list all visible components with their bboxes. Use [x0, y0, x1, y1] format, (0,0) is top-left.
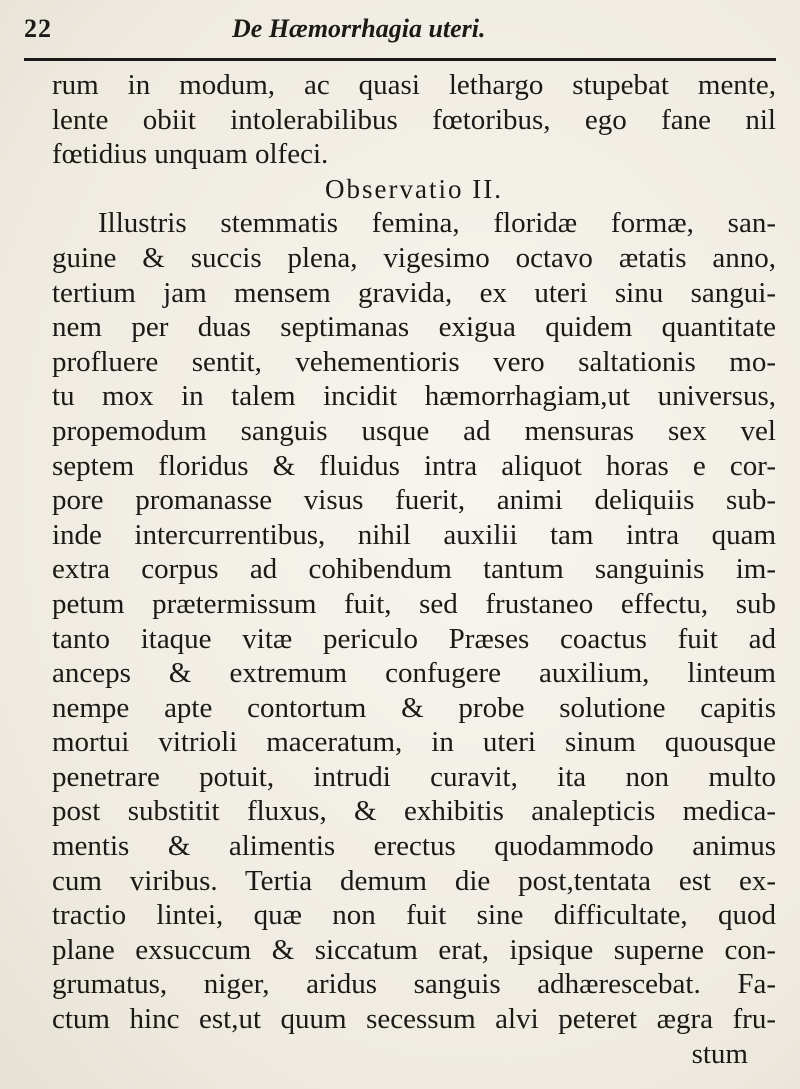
text-line: mortui vitrioli maceratum, in uteri sinum quousque	[52, 726, 776, 759]
text-line: septem floridus & fluidus intra aliquot horas e cor-	[52, 449, 776, 482]
text-line: guine & succis plena, vigesimo octavo ætatis anno,	[52, 241, 776, 274]
text-line: nempe apte contortum & probe solutione capitis	[52, 691, 776, 724]
text-line: ctum hinc est,ut quum secessum alvi peteret ægra fru-	[52, 1003, 776, 1036]
text-line: tractio lintei, quæ non fuit sine difficultate, quod	[52, 899, 776, 932]
section-heading: Observatio II.	[325, 173, 503, 204]
text-block	[52, 68, 776, 1071]
text-line: tanto itaque vitæ periculo Præses coactus fuit ad	[52, 622, 776, 655]
text-line: grumatus, niger, aridus sanguis adhærescebat. Fa-	[52, 968, 776, 1001]
text-line: tu mox in talem incidit hæmorrhagiam,ut universus,	[52, 380, 776, 413]
text-line: pore promanasse visus fuerit, animi deliquiis sub-	[52, 484, 776, 517]
text-line: anceps & extremum confugere auxilium, linteum	[52, 657, 776, 690]
text-line: plane exsuccum & siccatum erat, ipsique superne con-	[52, 933, 776, 966]
text-line: penetrare potuit, intrudi curavit, ita non multo	[52, 760, 776, 793]
text-line: extra corpus ad cohibendum tantum sanguinis im-	[52, 553, 776, 586]
text-line: lente obiit intolerabilibus fœtoribus, ego fane nil	[52, 103, 776, 136]
text-line: cum viribus. Tertia demum die post,tentata est ex-	[52, 864, 776, 897]
text-line: fœtidius unquam olfeci.	[52, 138, 329, 171]
text-line: Illustris stemmatis femina, floridæ formæ, san-	[98, 207, 776, 240]
text-line: rum in modum, ac quasi lethargo stupebat mente,	[52, 69, 776, 101]
text-line: mentis & alimentis erectus quodammodo animus	[52, 830, 776, 863]
text-line: nem per duas septimanas exigua quidem quantitate	[52, 311, 776, 344]
header-rule	[24, 58, 776, 61]
running-title: De Hæmorrhagia uteri.	[232, 14, 486, 43]
page-number: 22	[24, 14, 52, 43]
text-line: propemodum sanguis usque ad mensuras sex vel	[52, 414, 776, 447]
text-line: tertium jam mensem gravida, ex uteri sinu sangui-	[52, 276, 776, 309]
catchword: stum	[691, 1037, 748, 1070]
text-line: inde intercurrentibus, nihil auxilii tam intra quam	[52, 518, 776, 551]
text-line: petum prætermissum fuit, sed frustaneo effectu, sub	[52, 587, 776, 620]
page-header	[24, 14, 784, 52]
text-line: profluere sentit, vehementioris vero saltationis mo-	[52, 345, 776, 378]
text-line: post substitit fluxus, & exhibitis analepticis medica-	[52, 795, 776, 828]
